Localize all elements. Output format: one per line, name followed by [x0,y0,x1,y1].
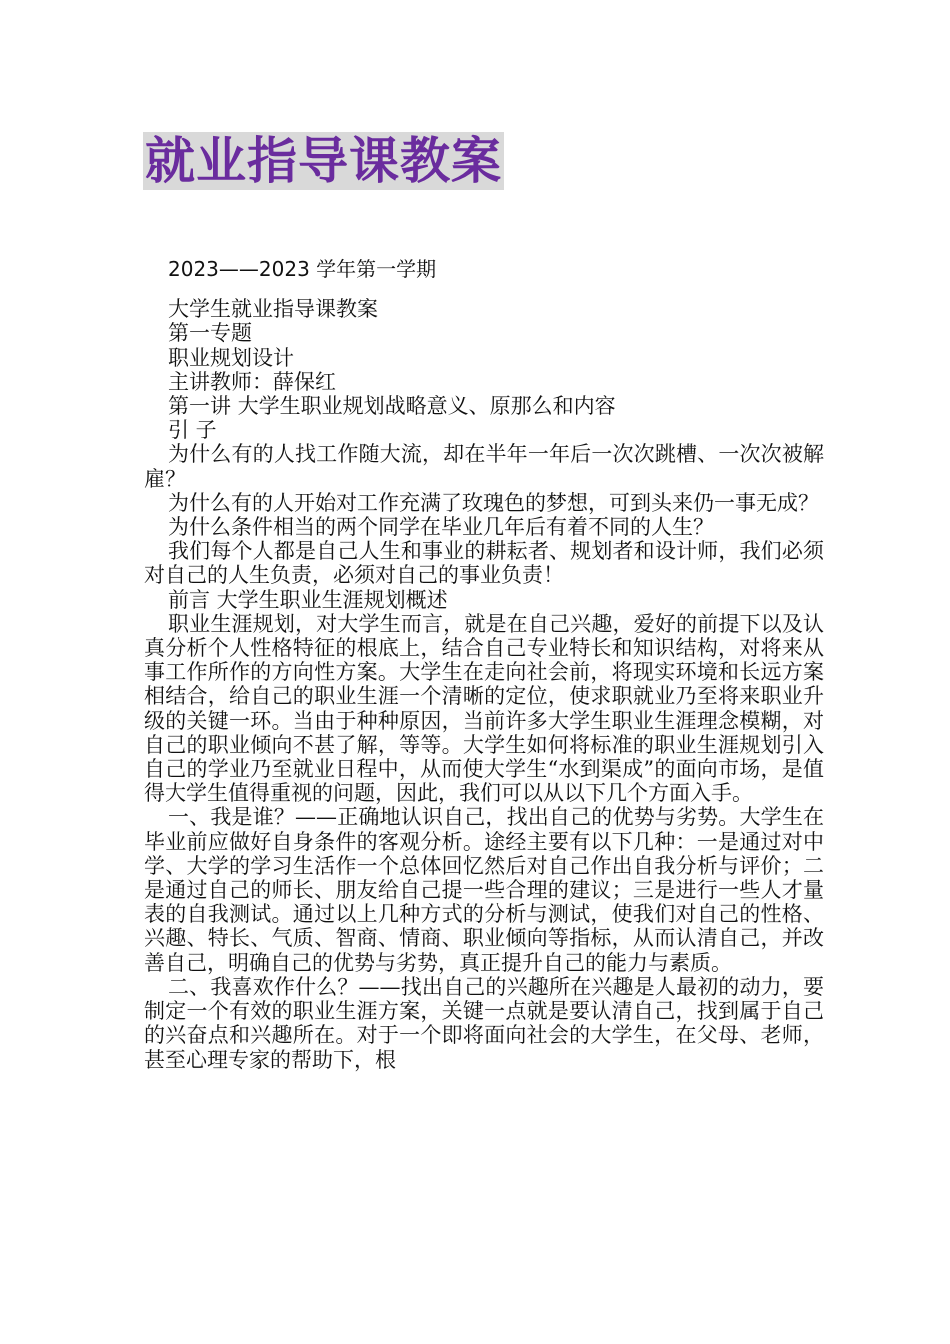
paragraph-question-3: 为什么条件相当的两个同学在毕业几年后有着不同的人生？ [168,515,714,540]
paragraph-intro-heading: 引 子 [168,418,217,443]
paragraph-question-1: 为什么有的人找工作随大流，却在半年一年后一次次跳槽、一次次被解雇？ [144,442,824,491]
paragraph-question-2: 为什么有的人开始对工作充满了玫瑰色的梦想，可到头来仍一事无成？ [168,490,819,515]
paragraph-section-two: 二、我喜欢作什么？——找出自己的兴趣所在兴趣是人最初的动力，要制定一个有效的职业生涯方案，关键一点就是要认清自己，找到属于自己的兴奋点和兴趣所在。对于一个即将面向社会的大学生，在父母、老师，甚至心理专家的帮助下，根 [144,974,824,1072]
paragraph-career-planning: 职业生涯规划，对大学生而言，就是在自己兴趣，爱好的前提下以及认真分析个人性格特征的根底上，结合自己专业特长和知识结构，对将来从事工作所作的方向性方案。大学生在走向社会前，将现实环境和长远方案相结合，给自己的职业生涯一个清晰的定位，使求职就业乃至将来职业升级的关键一环。当由于种种原因，当前许多大学生职业生涯理念模糊，对自己的职业倾向不甚了解，等等。大学生如何将标准的职业生涯规划引入自己的学业乃至就业日程中，从而使大学生“水到渠成”的面向市场，是值得大学生值得重视的问题，因此，我们可以从以下几个方面入手。 [144,611,824,806]
paragraph-responsibility: 我们每个人都是自己人生和事业的耕耘者、规划者和设计师，我们必须对自己的人生负责，必须对自己的事业负责！ [144,539,824,588]
document-body [144,257,824,1072]
paragraph-section-one: 一、我是谁？——正确地认识自己，找出自己的优势与劣势。大学生在毕业前应做好自身条件的客观分析。途经主要有以下几种：一是通过对中学、大学的学习生活作一个总体回忆然后对自己作出自我分析与评价；二是通过自己的师长、朋友给自己提一些合理的建议；三是进行一些人才量表的自我测试。通过以上几种方式的分析与测试，使我们对自己的性格、兴趣、特长、气质、智商、情商、职业倾向等指标，从而认清自己，并改善自己，明确自己的优势与劣势，真正提升自己的能力与素质。 [144,805,824,975]
paragraph-course-plan: 大学生就业指导课教案 [168,297,378,322]
paragraph-lecturer: 主讲教师：薛保红 [168,369,336,394]
paragraph-topic-number: 第一专题 [168,321,252,346]
paragraph-preface-heading: 前言 大学生职业生涯规划概述 [168,587,448,612]
paragraph-topic-name: 职业规划设计 [168,345,294,370]
document-title: 就业指导课教案 [145,132,502,190]
academic-term: 2023——2023 学年第一学期 [168,257,437,281]
paragraph-lecture-title: 第一讲 大学生职业规划战略意义、原那么和内容 [168,394,616,419]
